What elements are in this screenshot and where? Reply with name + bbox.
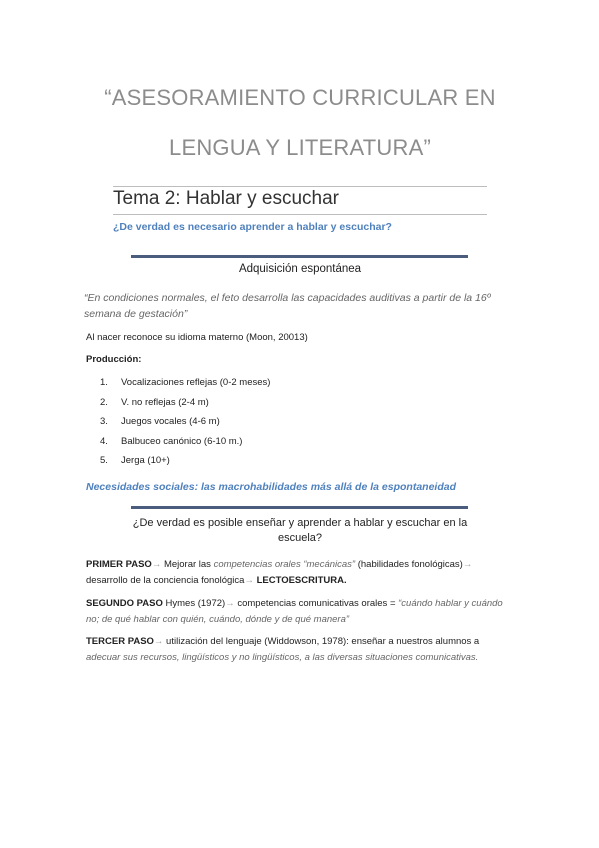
list-item-text: V. no reflejas (2-4 m) — [121, 396, 209, 408]
step-3-text: utilización del lenguaje (Widdowson, 1978): enseñar a nuestros alumnos a — [163, 636, 480, 647]
step-2 — [86, 596, 506, 628]
list-item-text: Juegos vocales (4-6 m) — [121, 416, 220, 427]
list-item — [100, 454, 270, 474]
step-1-text-3: desarrollo de la conciencia fonológica — [86, 575, 245, 586]
arrow-icon: → — [462, 559, 473, 570]
main-title-line-2: LENGUA Y LITERATURA” — [169, 135, 431, 160]
quote-text: “En condiciones normales, el feto desarrolla las capacidades auditivas a partir de la 16º semana de gestación” — [84, 292, 491, 320]
topic-rule-bottom — [113, 214, 487, 215]
arrow-icon: → — [153, 636, 164, 647]
list-item-text: Jerga (10+) — [121, 455, 170, 466]
arrow-icon: → — [244, 575, 254, 586]
step-2-text: Hymes (1972) — [162, 598, 226, 609]
box-question: ¿De verdad es posible enseñar y aprender a hablar y escuchar en la escuela? — [132, 517, 468, 544]
list-item-text: Vocalizaciones reflejas (0-2 meses) — [121, 377, 271, 388]
production-label: Producción: — [86, 354, 142, 365]
box-top-border — [131, 255, 468, 258]
list-item — [100, 415, 270, 435]
step-2-text-2: competencias comunicativas orales = — [234, 598, 399, 609]
list-item-text: Balbuceo canónico (6-10 m.) — [121, 435, 243, 447]
birth-text: Al nacer reconoce su idioma materno (Moon, 20013) — [86, 332, 308, 343]
list-item-number: 2. — [100, 396, 108, 408]
step-1 — [86, 557, 506, 589]
arrow-icon: → — [225, 598, 235, 609]
step-3-italic: adecuar sus recursos, lingüísticos y no lingüísticos, a las diversas situaciones comunicativas. — [86, 652, 479, 663]
list-item-number: 3. — [100, 416, 108, 427]
step-3 — [86, 634, 506, 666]
step-1-text: Mejorar las — [161, 559, 214, 570]
step-1-bold-end: LECTOESCRITURA. — [253, 575, 347, 586]
social-needs-heading: Necesidades sociales: las macrohabilidades más allá de la espontaneidad — [86, 481, 456, 493]
step-1-text-2: (habilidades fonológicas) — [355, 559, 463, 570]
section-question: ¿De verdad es necesario aprender a hablar y escuchar? — [113, 221, 392, 233]
step-1-italic: competencias orales “mecánicas” — [213, 559, 356, 570]
main-title — [60, 73, 540, 173]
arrow-icon: → — [151, 559, 162, 570]
box2-top-border — [131, 506, 468, 509]
step-2-italic: “cuándo hablar y cuándo no; de qué hablar con quién, cuándo, dónde y de qué manera” — [86, 598, 503, 625]
step-1-label: PRIMER PASO — [86, 559, 152, 570]
box-title: Adquisición espontánea — [238, 263, 362, 275]
list-item — [100, 396, 270, 416]
topic-heading: Tema 2: Hablar y escuchar — [113, 188, 339, 209]
list-item-number: 4. — [100, 435, 108, 447]
step-3-label: TERCER PASO — [86, 636, 154, 647]
topic-rule-top — [113, 186, 487, 187]
list-item — [100, 435, 270, 455]
list-item — [100, 376, 270, 396]
list-item-number: 5. — [100, 455, 108, 466]
production-list — [100, 376, 270, 474]
step-2-label: SEGUNDO PASO — [86, 598, 163, 609]
main-title-line-1: “ASESORAMIENTO CURRICULAR EN — [104, 85, 496, 110]
list-item-number: 1. — [100, 377, 108, 388]
